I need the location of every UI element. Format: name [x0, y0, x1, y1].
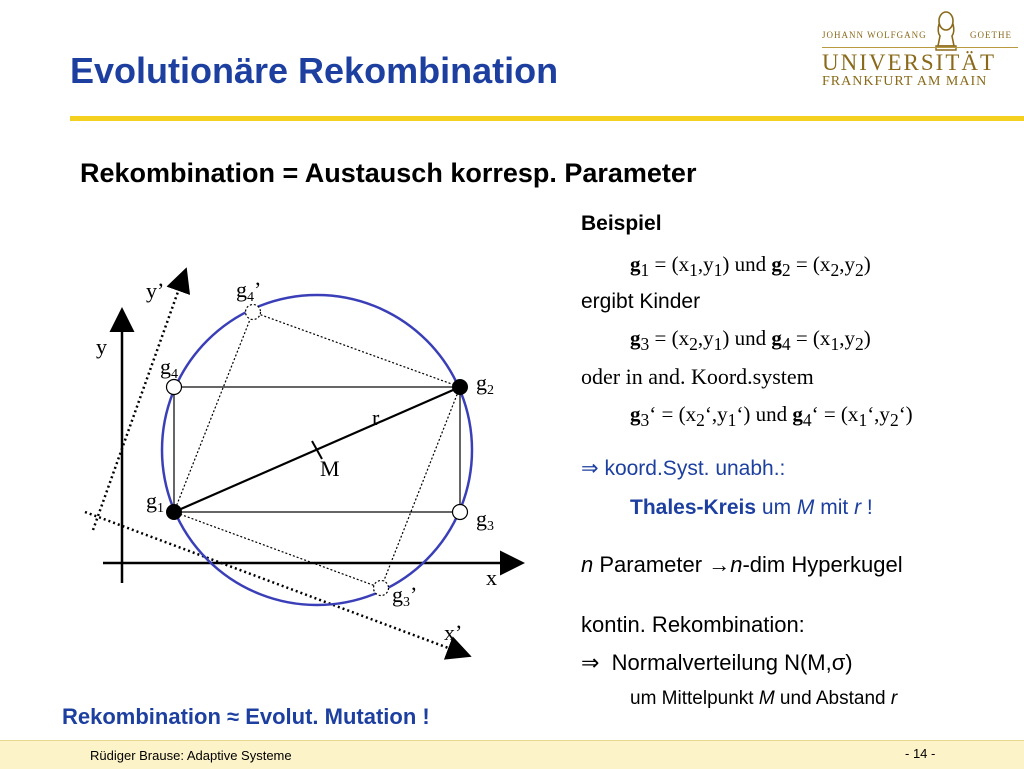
- label-g1-sub: 1: [157, 501, 164, 516]
- point-g2: [452, 379, 468, 395]
- point-g3: [453, 505, 468, 520]
- logo-university: UNIVERSITÄT: [822, 50, 997, 75]
- svg-text:g1: [146, 488, 164, 516]
- normal-distribution-line: ⇒ Normalverteilung N(M,σ): [581, 650, 853, 675]
- label-g2-sub: 2: [487, 383, 494, 398]
- label-g2: g: [476, 370, 487, 395]
- logo-divider: [822, 47, 1018, 48]
- logo-city: FRANKFURT AM MAIN: [822, 74, 988, 89]
- parents-line: $g_1 = (x_1,y_1)$ und $g_2 = (x_2,y_2)$: [630, 252, 871, 281]
- label-M: M: [320, 456, 340, 481]
- label-g4-prime-mark: ’: [254, 277, 262, 302]
- svg-text:g4: [160, 354, 178, 382]
- children-intro: ergibt Kinder: [581, 290, 701, 313]
- label-y: y: [96, 334, 107, 359]
- svg-text:g3: [476, 506, 494, 534]
- point-g4-prime: [246, 305, 261, 320]
- other-coord-intro: oder in and. Koord.system: [581, 364, 814, 389]
- svg-text:g3’: [392, 582, 417, 610]
- g1-symbol: g: [630, 252, 641, 276]
- thales-circle-diagram: [0, 250, 560, 670]
- label-y-prime: y’: [146, 278, 165, 303]
- logo-text-last: GOETHE: [970, 30, 1012, 40]
- svg-text:g4’: [236, 277, 261, 305]
- point-g1: [166, 504, 182, 520]
- label-g3-prime-mark: ’: [410, 582, 418, 607]
- label-g3-prime-sub: 3: [403, 595, 410, 610]
- implies-icon: ⇒: [581, 456, 599, 480]
- label-g3: g: [476, 506, 487, 531]
- label-x-prime: x’: [444, 620, 463, 645]
- svg-text:g2: [476, 370, 494, 398]
- children-line: $g_3 = (x_2,y_1)$ und $g_4 = (x_1,y_2)$: [630, 326, 871, 355]
- label-g3-sub: 3: [487, 519, 494, 534]
- slide-subtitle: Rekombination = Austausch korresp. Parameter: [80, 158, 697, 188]
- goethe-bust-icon: [934, 10, 958, 52]
- center-distance-line: um Mittelpunkt M und Abstand r: [630, 688, 898, 709]
- thales-line: Thales-Kreis um M mit r !: [630, 496, 873, 519]
- label-g4-sub: 4: [171, 367, 178, 382]
- coord-independent-line: ⇒ koord.Syst. unabh.:: [581, 456, 786, 480]
- footer-author: Rüdiger Brause: Adaptive Systeme: [90, 748, 292, 763]
- right-arrow-icon: →: [708, 552, 731, 577]
- logo-text-first: JOHANN WOLFGANG: [822, 30, 927, 40]
- university-logo: [822, 10, 1018, 90]
- slide-title: Evolutionäre Rekombination: [70, 50, 559, 91]
- title-underline: [70, 116, 1024, 121]
- continuous-recombination-heading: kontin. Rekombination:: [581, 612, 805, 637]
- g2-symbol: g: [771, 252, 782, 276]
- label-x: x: [486, 565, 497, 590]
- label-g3-prime: g: [392, 582, 403, 607]
- example-heading: Beispiel: [581, 212, 662, 235]
- label-g4-prime-sub: 4: [247, 290, 254, 305]
- label-g4-prime: g: [236, 277, 247, 302]
- implies-icon: ⇒: [581, 650, 600, 675]
- point-g3-prime: [374, 581, 389, 596]
- g4-symbol: g: [771, 326, 782, 350]
- label-r: r: [372, 405, 380, 430]
- page-number: - 14 -: [905, 746, 936, 761]
- label-g1: g: [146, 488, 157, 513]
- rotated-children-line: $g_3‘$ = $(x_2‘,y_1‘)$ und $g_4‘$ = $(x_1‘,y_2‘)$: [630, 402, 913, 431]
- label-g4: g: [160, 354, 171, 379]
- hypersphere-line: n Parameter →n-dim Hyperkugel: [581, 552, 903, 577]
- g3-symbol: g: [630, 326, 641, 350]
- conclusion-text: Rekombination ≈ Evolut. Mutation !: [62, 704, 430, 729]
